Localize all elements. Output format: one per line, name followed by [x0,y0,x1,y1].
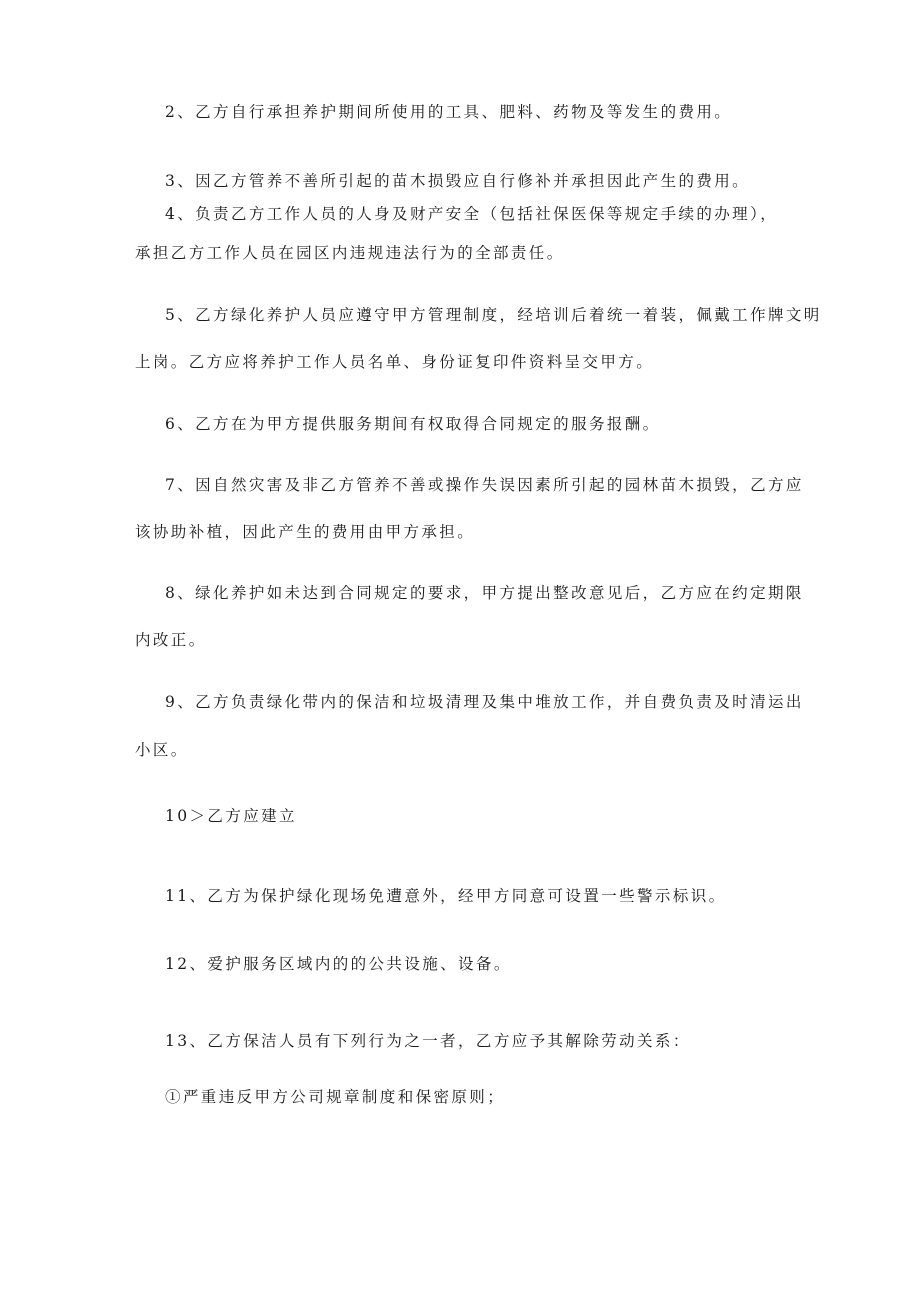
clause-8-line-2: 内改正。 [135,631,207,649]
clause-2-line: 2、乙方自行承担养护期间所使用的工具、肥料、药物及等发生的费用。 [165,103,733,121]
clause-9-line-1: 9、乙方负责绿化带内的保洁和垃圾清理及集中堆放工作，并自费负责及时清运出 [165,693,804,711]
clause-11-line: 11、乙方为保护绿化现场免遭意外，经甲方同意可设置一些警示标识。 [165,887,727,905]
clause-6-line: 6、乙方在为甲方提供服务期间有权取得合同规定的服务报酬。 [165,415,661,433]
clause-8-line-1: 8、绿化养护如未达到合同规定的要求，甲方提出整改意见后，乙方应在约定期限 [165,584,804,602]
clause-13-item-1: ①严重违反甲方公司规章制度和保密原则； [165,1088,506,1106]
clause-5-line-2: 上岗。乙方应将养护工作人员名单、身份证复印件资料呈交甲方。 [135,353,655,371]
clause-13-line: 13、乙方保洁人员有下列行为之一者，乙方应予其解除劳动关系： [165,1032,691,1050]
clause-4-line-1: 4、负责乙方工作人员的人身及财产安全（包括社保医保等规定手续的办理）， [165,205,779,223]
clause-9-line-2: 小区。 [135,741,189,759]
clause-12-line: 12、爱护服务区域内的的公共设施、设备。 [165,955,512,973]
clause-5-line-1: 5、乙方绿化养护人员应遵守甲方管理制度，经培训后着统一着装，佩戴工作牌文明 [165,306,822,324]
clause-7-line-1: 7、因自然灾害及非乙方管养不善或操作失误因素所引起的园林苗木损毁，乙方应 [165,476,804,494]
clause-10-line: 10＞乙方应建立 [165,807,297,825]
clause-3-line: 3、因乙方管养不善所引起的苗木损毁应自行修补并承担因此产生的费用。 [165,172,751,190]
clause-7-line-2: 该协助补植，因此产生的费用由甲方承担。 [135,523,476,541]
clause-4-line-2: 承担乙方工作人员在园区内违规违法行为的全部责任。 [135,244,565,262]
